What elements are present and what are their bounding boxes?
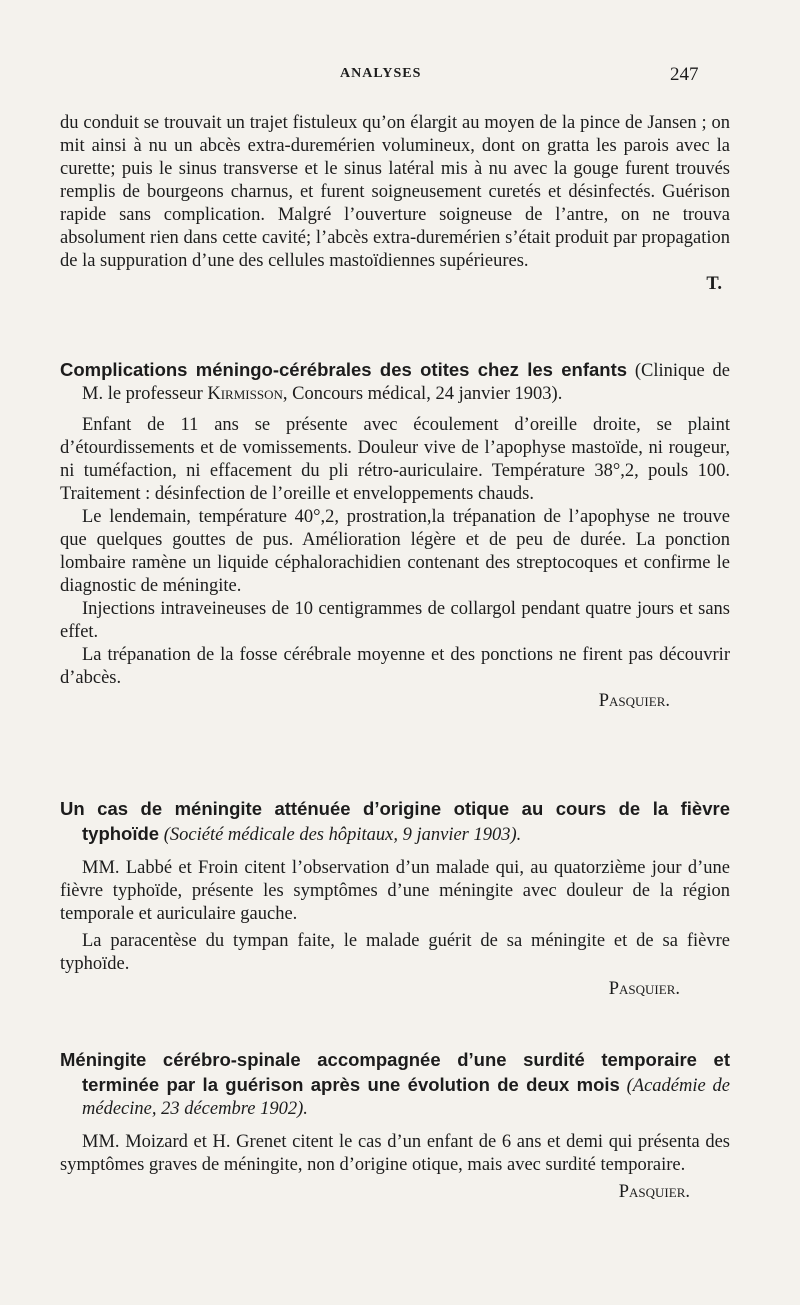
article-1-paragraph: Le lendemain, température 40°,2, prostration,la trépanation de l’apophyse ne trouve que quelques gouttes de pus. Amélioration légère et de peu de durée. La ponction lombaire ramène un liquide céphalorachidien contenant des streptocoques et confirme le diagnostic de méningite. (60, 507, 730, 596)
continuation-paragraph: du conduit se trouvait un trajet fistuleux qu’on élargit au moyen de la pince de Jansen ; on mit ainsi à nu un abcès extra-duremérien volumineux, dont on gratta les parois avec la curette; puis le sinus transverse et le sinus latéral mis à nu avec la gouge furent trouvés remplis de bourgeons charnus, et furent soigneusement curetés et désinfectés. Guérison rapide sans complication. Malgré l’ouverture soigneuse de l’antre, on ne trouva absolument rien dans cette cavité; l’abcès extra-duremérien s’était produit par propagation de la suppuration d’une des cellules mastoïdiennes supérieures. (60, 113, 730, 271)
article-1-source-author: Kirmisson (207, 384, 283, 404)
article-1 (60, 358, 730, 713)
running-title: ANALYSES (340, 66, 422, 81)
article-2-paragraph: La paracentèse du tympan faite, le malade guérit de sa méningite et de sa fièvre typhoïde. (60, 931, 730, 974)
article-3-paragraph: MM. Moizard et H. Grenet citent le cas d’un enfant de 6 ans et demi qui présenta des symptômes graves de méningite, non d’origine otique, mais avec surdité temporaire. (60, 1132, 730, 1175)
article-1-paragraph: La trépanation de la fosse cérébrale moyenne et des ponctions ne firent pas découvrir d’abcès. (60, 645, 730, 688)
article-3-signature: Pasquier. (618, 1182, 690, 1202)
article-3-heading (60, 1048, 730, 1121)
article-1-heading (60, 358, 730, 406)
continuation-signature: T. (706, 274, 722, 294)
page-header (0, 66, 800, 90)
article-1-paragraph: Injections intraveineuses de 10 centigrammes de collargol pendant quatre jours et sans effet. (60, 599, 730, 642)
article-3-title: Méningite cérébro-spinale accompagnée d’une surdité temporaire et terminée par la guérison après une évolution de deux mois (60, 1049, 730, 1095)
article-1-source-suffix: , Concours médical, 24 janvier 1903). (282, 384, 563, 404)
continuation-section (60, 112, 730, 296)
article-1-title: Complications méningo-cérébrales des otites chez les enfants (60, 359, 628, 380)
article-2-heading (60, 797, 730, 847)
article-1-paragraph: Enfant de 11 ans se présente avec écoulement d’oreille droite, se plaint d’étourdissements et de vomissements. Douleur vive de l’apophyse mastoïde, ni rougeur, ni tuméfaction, ni effacement du pli rétro-auriculaire. Température 38°,2, pouls 100. Traitement : désinfection de l’oreille et enveloppements chauds. (60, 415, 730, 504)
article-2 (60, 797, 730, 1001)
article-3-source: (Académie de médecine, 23 décembre 1902). (82, 1076, 730, 1119)
page-number: 247 (670, 64, 699, 85)
article-2-title: Un cas de méningite atténuée d’origine otique au cours de la fièvre typhoïde (60, 798, 730, 844)
article-2-signature: Pasquier. (608, 979, 680, 999)
article-2-source: (Société médicale des hôpitaux, 9 janvier 1903). (163, 825, 522, 845)
article-1-source-prefix: (Clinique de M. le professeur (82, 361, 731, 404)
article-1-signature: Pasquier. (598, 691, 670, 711)
article-2-paragraph: MM. Labbé et Froin citent l’observation d’un malade qui, au quatorzième jour d’une fièvre typhoïde, présente les symptômes d’une méningite avec douleur de la région temporale et auriculaire gauche. (60, 858, 730, 924)
article-3 (60, 1048, 730, 1204)
